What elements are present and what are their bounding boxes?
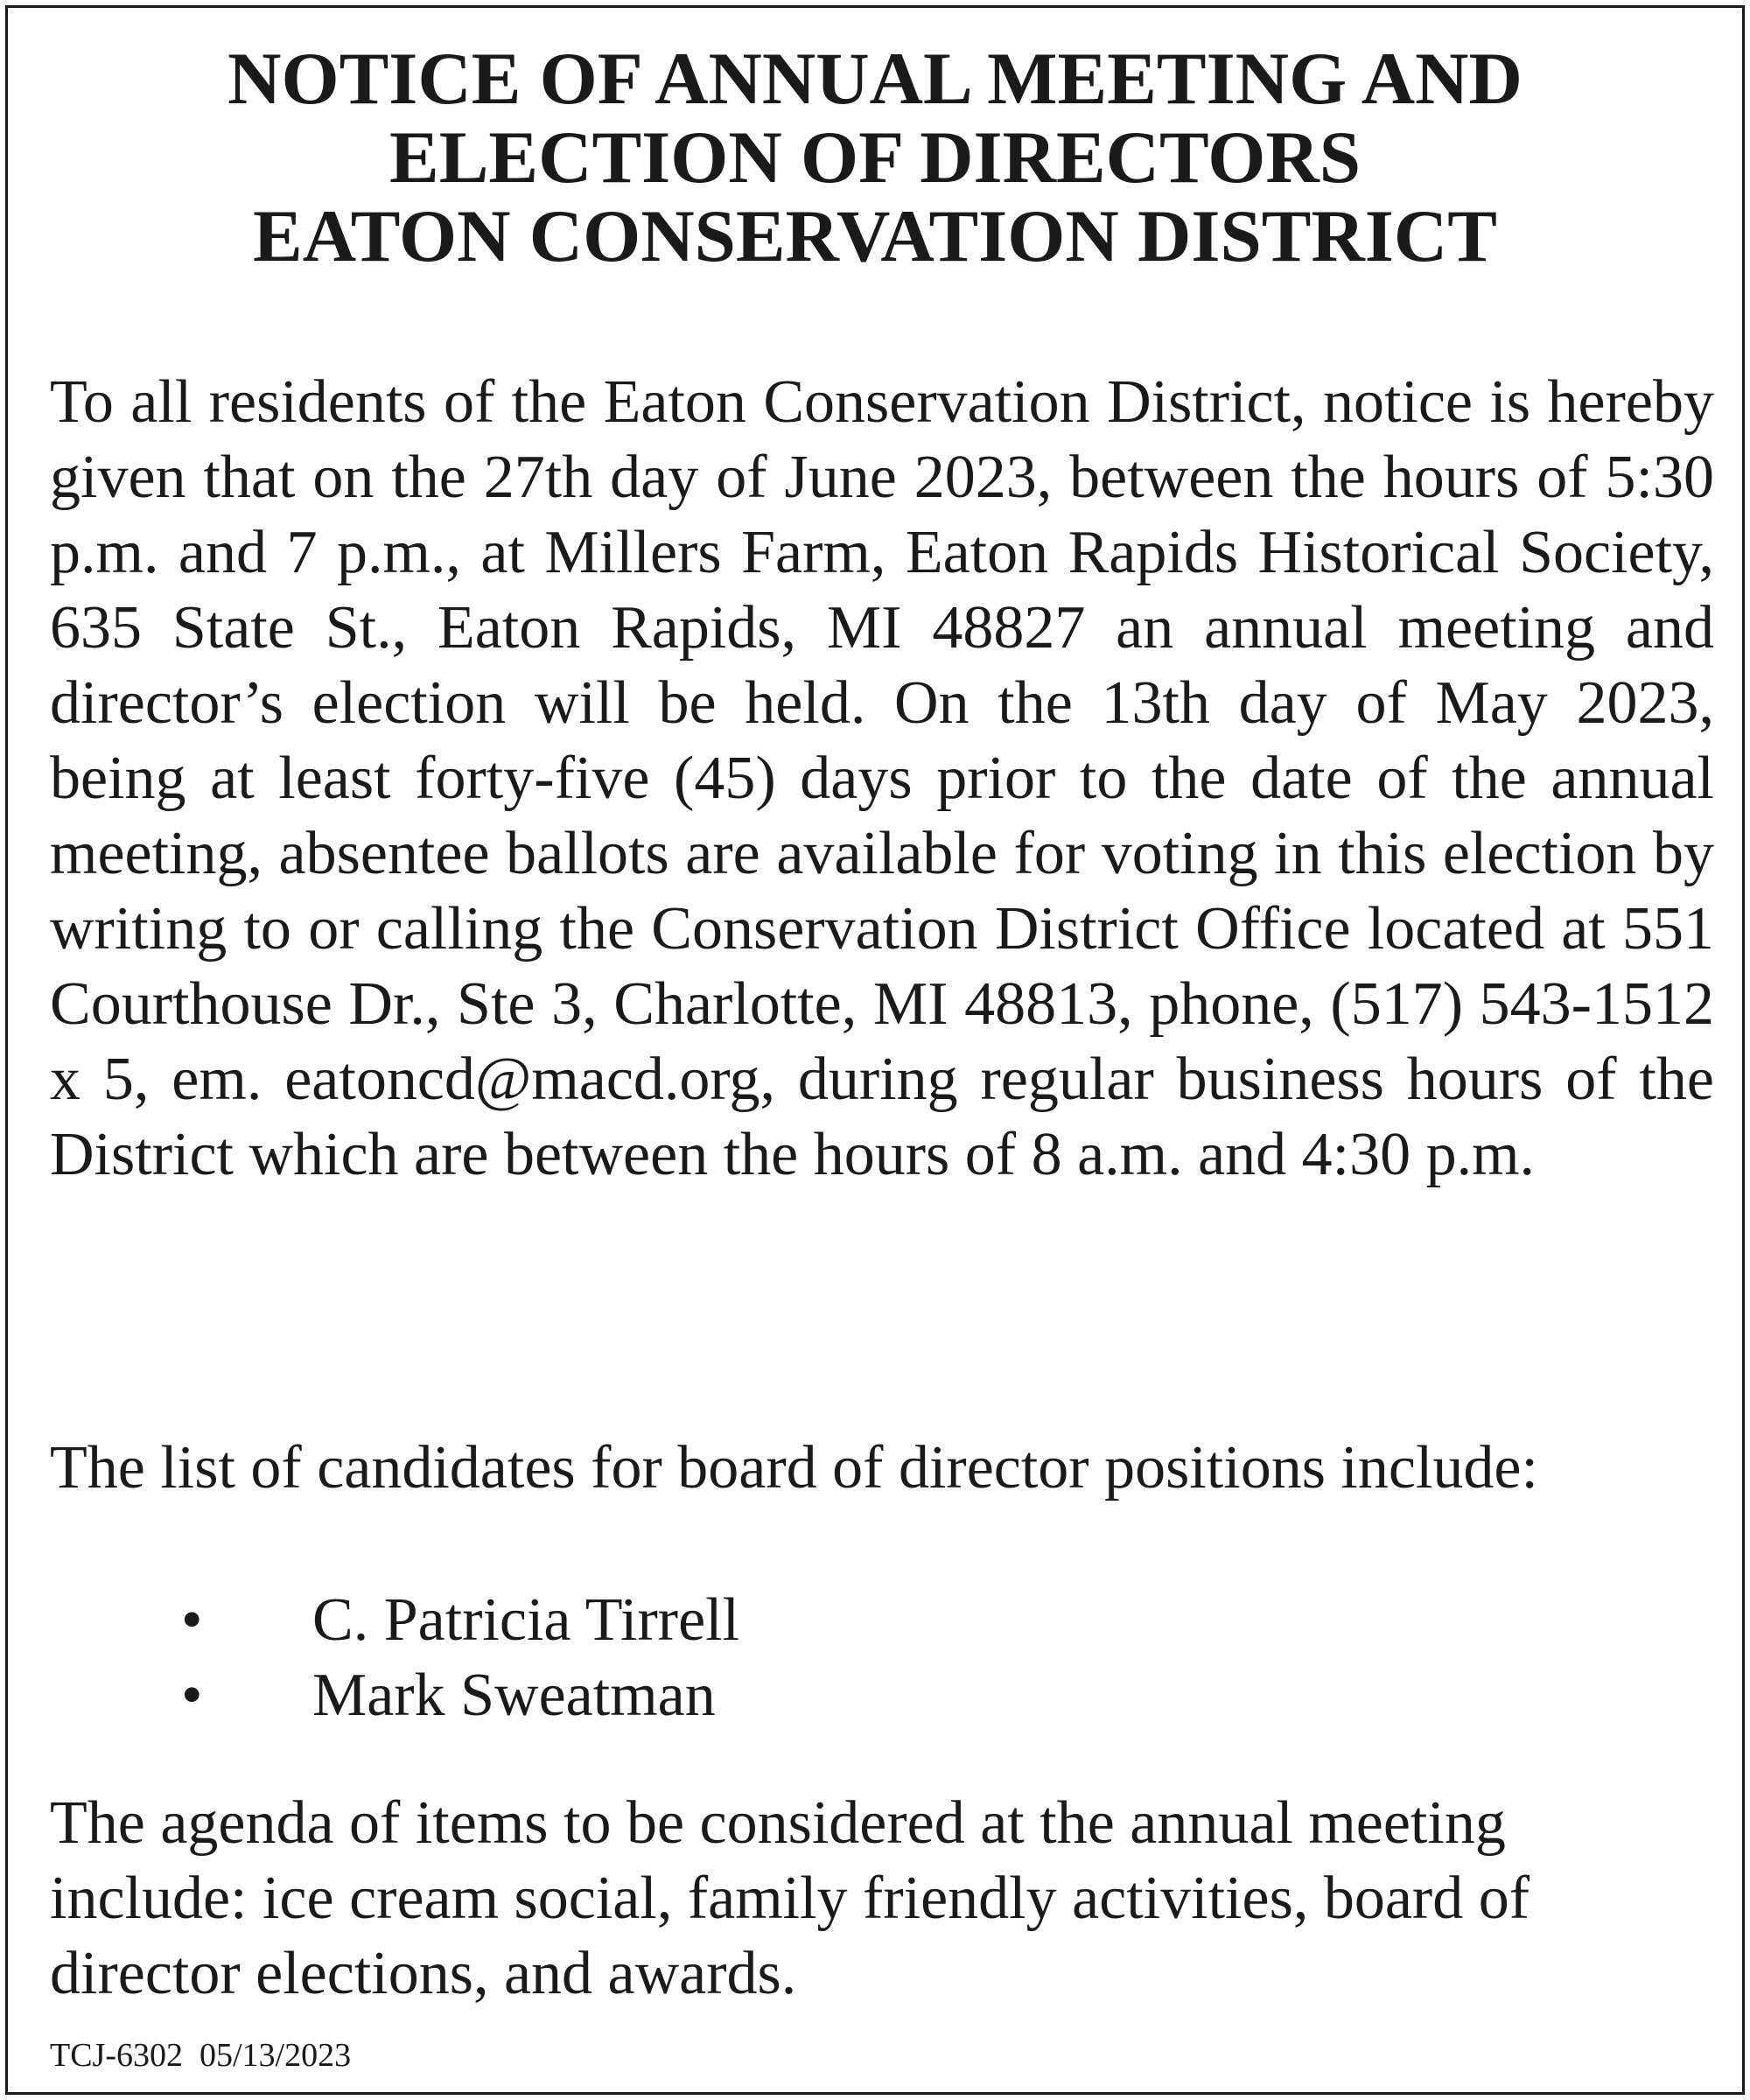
list-item [50, 1658, 1362, 1733]
candidate-name: C. Patricia Tirrell [312, 1586, 740, 1654]
legal-notice [5, 5, 1745, 2095]
candidate-list [50, 1583, 1362, 1733]
candidate-name: Mark Sweatman [312, 1662, 716, 1729]
list-item [50, 1583, 1362, 1658]
bullet-icon: • [181, 1662, 203, 1729]
intro-paragraph: To all residents of the Eaton Conservation District, notice is hereby given that on the 27th day of June 2023, between the hours of 5:30 p.m. and 7 p.m., at Millers Farm, Eaton Rapids Historical Society, 635 State St., Eaton Rapids, MI 48827 an annual meeting and director’s election will be held. On the 13th day of May 2023, being at least forty-five (45) days prior to the date of the annual meeting, absentee ballots are available for voting in this election by writing to or calling the Conservation District Office located at 551 Courthouse Dr., Ste 3, Charlotte, MI 48813, phone, (517) 543-1512 x 5, em. eatoncd@macd.​org, during regular business hours of the District which are between the hours of 8 a.m. and 4:30 p.m. [50, 368, 1714, 1188]
publication-code: TCJ-6302 05/13/2023 [50, 2037, 352, 2074]
bullet-icon: • [181, 1586, 203, 1654]
candidates-intro-paragraph: The list of candidates for board of director positions include: [50, 1434, 1538, 1502]
notice-title [8, 39, 1742, 276]
title-line-2: ELECTION OF DIRECTORS [389, 116, 1361, 199]
agenda-paragraph: The agenda of items to be considered at the annual meeting include: ice cream social, family friendly activities, board of director elections, and awards. [50, 1789, 1530, 2007]
title-line-3: EATON CONSERVATION DISTRICT [253, 195, 1497, 277]
title-line-1: NOTICE OF ANNUAL MEETING AND [228, 38, 1522, 120]
